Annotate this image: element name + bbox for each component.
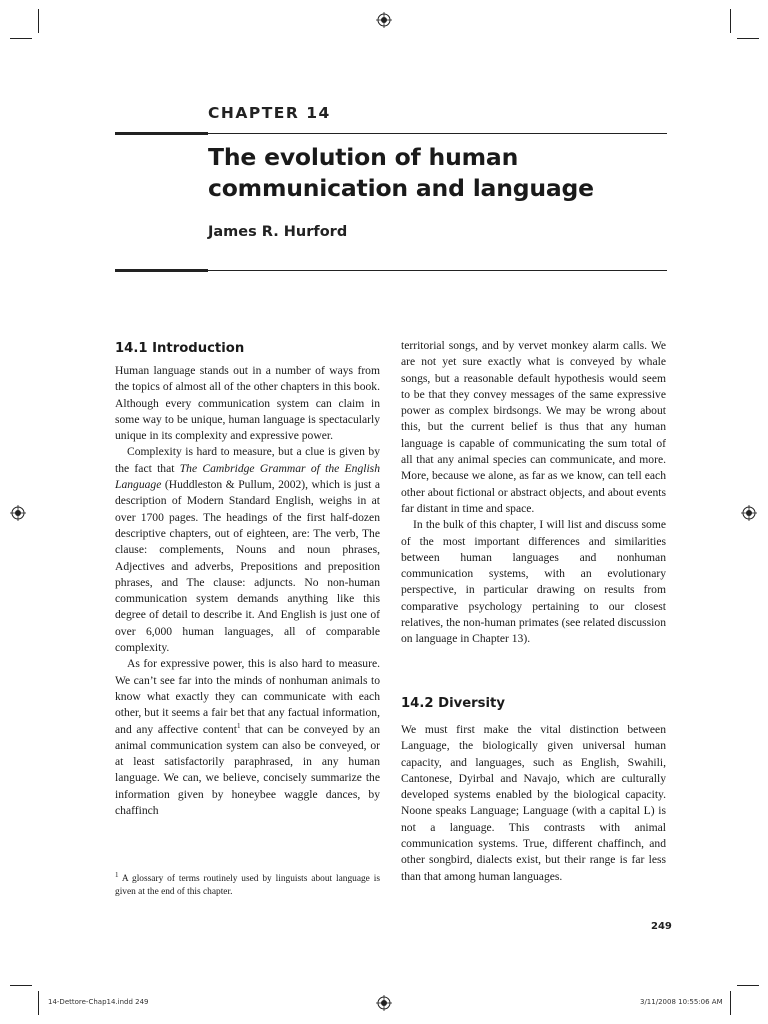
section-heading-diversity: 14.2 Diversity	[401, 696, 505, 711]
crop-mark	[38, 9, 39, 33]
crop-mark	[730, 991, 731, 1015]
body-column-left	[115, 363, 380, 819]
paragraph	[115, 656, 380, 819]
chapter-label: CHAPTER 14	[208, 104, 331, 122]
footnote	[115, 870, 380, 899]
crop-mark	[737, 985, 759, 986]
slug-file-info: 14-Dettore-Chap14.indd 249	[48, 998, 149, 1006]
crop-mark	[730, 9, 731, 33]
book-title: The Cambridge Grammar of the English Language	[115, 461, 380, 492]
text-run: Complexity is hard to measure, but a clue is given by the fact that	[115, 445, 380, 475]
text-run: (Huddleston & Pullum, 2002), which is just a description of Modern Standard English, weighs in at over 1700 pages. The headings of the first half-dozen descriptive chapters, out of eighteen, are: The verb, The clause: complements, Nouns and noun phrases, Adjectives and adverbs, Prepositions and preposition phrases, and The clause: adjuncts. No non-human communication system demands anything like this degree of detail to describe it. And English is just one of over 6,000 human languages, all of comparable complexity.	[115, 478, 380, 655]
registration-mark-icon	[10, 505, 26, 521]
crop-mark	[38, 991, 39, 1015]
footnote-marker: 1	[237, 721, 241, 730]
section-heading-introduction: 14.1 Introduction	[115, 341, 245, 356]
slug-timestamp: 3/11/2008 10:55:06 AM	[640, 998, 723, 1006]
page-number: 249	[651, 921, 672, 932]
crop-mark	[10, 38, 32, 39]
crop-mark	[737, 38, 759, 39]
paragraph: In the bulk of this chapter, I will list and discuss some of the most important differences and similarities between human languages and nonhuman communication systems, with an evolutionary perspective, in particular drawing on results from comparative psychology pertaining to our closest relatives, the non-human primates (see related discussion on language in Chapter 13).	[401, 518, 666, 646]
paragraph: Human language stands out in a number of ways from the topics of almost all of the other chapters in this book. Although every communication system can claim in some way to be unique, human language is spectacularly unique in its complexity and expressive power.	[115, 364, 380, 443]
footnote-text: A glossary of terms routinely used by linguists about language is given at the end of this chapter.	[115, 874, 380, 897]
paragraph: We must first make the vital distinction between Language, the biologically given universal human capacity, and languages, such as English, Swahili, Cantonese, Dyirbal and Navajo, which are culturally developed systems enabled by the biological capacity. Noone speaks Language; Language (with a capital L) is not a language. This contrasts with animal communication systems. True, different chaffinch, and other songbird, dialects exist, but their range is far less than that among human languages.	[401, 723, 666, 883]
paragraph	[115, 444, 380, 656]
body-column-right	[401, 338, 666, 648]
chapter-title-line: The evolution of human	[208, 143, 519, 171]
crop-mark	[10, 985, 32, 986]
header-rule-accent	[115, 269, 208, 272]
registration-mark-icon	[741, 505, 757, 521]
footnote-number: 1	[115, 870, 119, 879]
body-column-right-lower	[401, 722, 666, 885]
header-rule-accent	[115, 132, 208, 135]
chapter-title-line: communication and language	[208, 174, 594, 202]
registration-mark-icon	[376, 995, 392, 1011]
paragraph: territorial songs, and by vervet monkey alarm calls. We are not yet sure exactly what is conveyed by whale songs, but a reasonable default hypothesis would seem to be that they convey messages of the same expressive power as complex birdsongs. We may be wrong about this, but the current belief is thus that any human language is capable of communicating the sum total of all that any animal species can communicate, and more. More, because we alone, as far as we know, can tell each other about fictional or abstract objects, and about events far distant in time and space.	[401, 339, 666, 515]
author-name: James R. Hurford	[208, 224, 348, 240]
chapter-title	[208, 142, 668, 204]
text-run: As for expressive power, this is also hard to measure. We can’t see far into the minds of nonhuman animals to know what exactly they can communicate with each other, but it seems a fair bet that any factual information, and any affective content	[115, 657, 380, 736]
registration-mark-icon	[376, 12, 392, 28]
text-run: that can be conveyed by an animal communication system can also be conveyed, or at least satisfactorily paraphrased, in any human language. We can, we believe, concisely summarize the information given by honeybee waggle dances, by chaffinch	[115, 722, 380, 818]
